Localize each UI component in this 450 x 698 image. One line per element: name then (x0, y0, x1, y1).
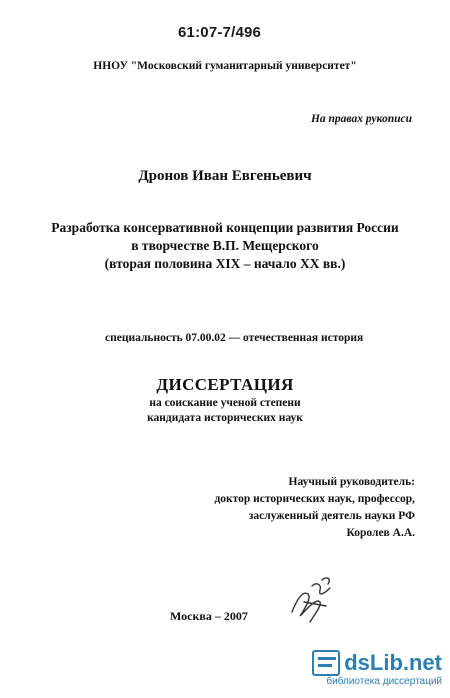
scientific-advisor-block (214, 474, 415, 542)
dissertation-title (0, 219, 450, 273)
dslib-watermark[interactable] (312, 650, 442, 692)
manuscript-rights-note: На правах рукописи (310, 113, 412, 125)
title-line: в творчестве В.П. Мещерского (131, 238, 319, 253)
advisor-line: заслуженный деятель науки РФ (248, 510, 415, 522)
degree-statement (0, 396, 450, 426)
advisor-line: Королев А.А. (346, 527, 415, 539)
work-type-heading: ДИССЕРТАЦИЯ (156, 375, 294, 394)
document-icon (312, 650, 340, 676)
watermark-logo: dsLib.net (344, 650, 442, 675)
organization-name: ННОУ "Московский гуманитарный университет" (93, 60, 357, 72)
title-line: Разработка консервативной концепции развития России (51, 220, 399, 235)
handwritten-signature (282, 572, 342, 628)
watermark-subtitle: библиотека диссертаций (326, 676, 442, 687)
advisor-line: Научный руководитель: (288, 476, 415, 488)
specialty-line: специальность 07.00.02 — отечественная история (105, 332, 364, 344)
title-line: (вторая половина XIX – начало XX вв.) (104, 256, 346, 271)
advisor-line: доктор исторических наук, профессор, (214, 493, 415, 505)
author-name: Дронов Иван Евгеньевич (138, 168, 312, 184)
archive-stamp: 61:07-7/496 (178, 24, 262, 41)
city-year: Москва – 2007 (170, 609, 248, 623)
degree-line: кандидата исторических наук (147, 412, 303, 424)
degree-line: на соискание ученой степени (149, 397, 301, 409)
